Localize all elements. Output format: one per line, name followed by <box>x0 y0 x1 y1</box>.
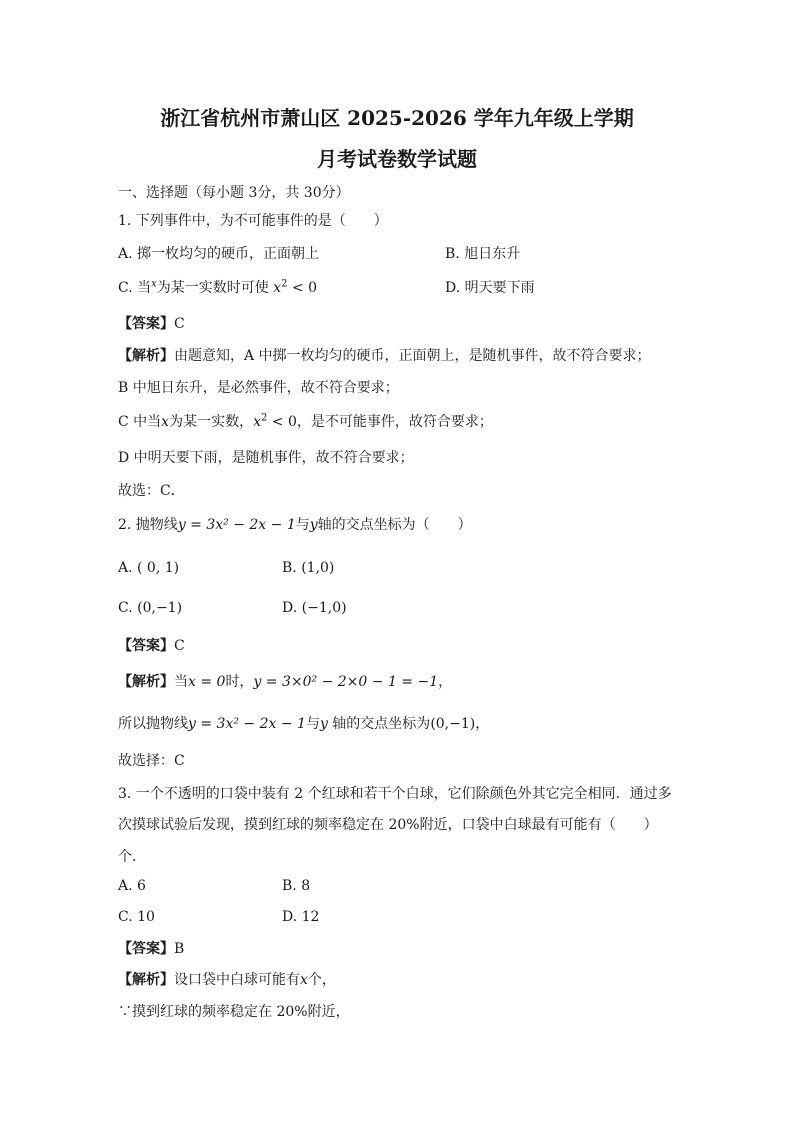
q1-analysis-3 <box>118 412 493 432</box>
q3-an1-var: x <box>300 972 308 988</box>
q2-opt-c-label: C. <box>118 600 133 616</box>
q2-an1-expr: x = 0 <box>188 674 226 690</box>
q1-an3-exp: 2 <box>260 412 268 424</box>
q3-stem-3: 个． <box>118 849 146 865</box>
q1-analysis-4: D 中明天要下雨，是随机事件，故不符合要求； <box>118 450 414 466</box>
q1-analysis-text-1: 由题意知，A 中掷一枚均匀的硬币，正面朝上，是随机事件，故不符合要求； <box>174 348 651 364</box>
q3-answer-value: B <box>174 941 185 957</box>
q2-stem-var: y <box>309 517 318 533</box>
section-heading: 一、选择题（每小题 3分，共 30分） <box>118 185 350 201</box>
q1-opt-c-var: x <box>151 278 157 290</box>
q3-option-d: D. 12 <box>282 909 320 925</box>
q1-an3-post: < 0，是不可能事件，故符合要求； <box>267 414 493 430</box>
q2-an1-post: ， <box>438 674 453 690</box>
q2-opt-b-label: B. <box>282 560 297 576</box>
q2-opt-a-value: ( 0, 1) <box>137 560 180 576</box>
q2-option-b <box>282 558 334 578</box>
q2-answer <box>118 636 185 656</box>
q1-an3-expr: x <box>253 414 261 430</box>
q2-analysis-1 <box>118 672 452 692</box>
q2-stem-pre: 2. 抛物线 <box>118 517 178 533</box>
q3-stem-1: 3. 一个不透明的口袋中装有 2 个红球和若干个白球，它们除颜色外其它完全相同．通过多 <box>118 786 672 802</box>
q3-analysis-label: 【解析】 <box>118 972 174 988</box>
q2-answer-value: C <box>174 638 185 654</box>
q3-option-c: C. 10 <box>118 909 155 925</box>
q2-an2-point: (0,−1) <box>430 716 476 732</box>
q2-an1-mid: 时， <box>225 674 254 690</box>
q3-analysis-1 <box>118 970 336 990</box>
q1-option-d: D. 明天要下雨 <box>445 280 535 296</box>
title-line-2: 月考试卷数学试题 <box>317 147 477 171</box>
q1-answer-value: C <box>174 316 185 332</box>
q3-an1-pre: 设口袋中白球可能有 <box>174 972 300 988</box>
q1-answer <box>118 314 185 334</box>
q1-analysis-2: B 中旭日东升，是必然事件，故不符合要求； <box>118 380 399 396</box>
title-line-1: 浙江省杭州市萧山区 2025-2026 学年九年级上学期 <box>160 106 634 130</box>
q2-an1-calc: y = 3×0² − 2×0 − 1 = −1 <box>253 674 439 690</box>
q1-analysis-label: 【解析】 <box>118 348 174 364</box>
q2-an2-expr: y = 3x² − 2x − 1 <box>188 716 306 732</box>
q1-option-c <box>118 278 317 298</box>
q1-opt-c-expr: x <box>273 280 282 296</box>
q2-an2-pre: 所以抛物线 <box>118 716 188 732</box>
q2-opt-d-value: (−1,0) <box>301 600 347 616</box>
q3-analysis-2: ∵摸到红球的频率稳定在 20%附近， <box>118 1004 350 1020</box>
q2-option-d <box>282 598 347 618</box>
q2-an2-var: y <box>319 716 328 732</box>
q2-stem-mid: 与 <box>295 517 310 533</box>
q2-opt-a-label: A. <box>118 560 133 576</box>
q2-stem <box>118 515 472 535</box>
q1-an3-mid: 为某一实数， <box>169 414 254 430</box>
q1-analysis-1 <box>118 346 651 366</box>
q2-analysis-label: 【解析】 <box>118 674 174 690</box>
q2-an2-mid2: 轴的交点坐标为 <box>327 716 431 732</box>
q1-stem: 1. 下列事件中，为不可能事件的是（ ） <box>118 213 388 229</box>
q2-an2-post: ， <box>475 716 490 732</box>
q2-opt-c-value: (0,−1) <box>137 600 183 616</box>
q2-option-c <box>118 598 182 618</box>
q1-option-a: A. 掷一枚均匀的硬币，正面朝上 <box>118 246 320 262</box>
q1-opt-c-post: < 0 <box>287 280 318 296</box>
q1-an3-pre: C 中当 <box>118 414 162 430</box>
q3-answer-label: 【答案】 <box>118 941 174 957</box>
q2-answer-label: 【答案】 <box>118 638 174 654</box>
q3-option-b: B. 8 <box>282 878 311 894</box>
q1-an3-var: x <box>161 414 170 430</box>
q2-opt-d-label: D. <box>282 600 298 616</box>
q3-answer <box>118 939 184 959</box>
q2-option-a <box>118 558 179 578</box>
q3-option-a: A. 6 <box>118 878 146 894</box>
q3-stem-2: 次摸球试验后发现，摸到红球的频率稳定在 20%附近，口袋中白球最有可能有（ ） <box>118 817 658 833</box>
q2-conclusion: 故选择：C <box>118 753 185 769</box>
q1-opt-c-exp: 2 <box>281 278 288 290</box>
q3-an1-post: 个， <box>307 972 336 988</box>
q1-answer-label: 【答案】 <box>118 316 174 332</box>
q2-analysis-2 <box>118 714 489 734</box>
q2-an1-pre: 当 <box>174 674 188 690</box>
q2-stem-post: 轴的交点坐标为（ ） <box>317 517 472 533</box>
q1-opt-c-pre: C. 当 <box>118 280 152 296</box>
q2-an2-mid: 与 <box>305 716 320 732</box>
q1-conclusion: 故选：C． <box>118 483 185 499</box>
q2-stem-expr: y = 3x² − 2x − 1 <box>177 517 296 533</box>
q1-option-b: B. 旭日东升 <box>445 246 521 262</box>
q2-opt-b-value: (1,0) <box>301 560 335 576</box>
q1-opt-c-mid: 为某一实数时可使 <box>156 280 269 296</box>
